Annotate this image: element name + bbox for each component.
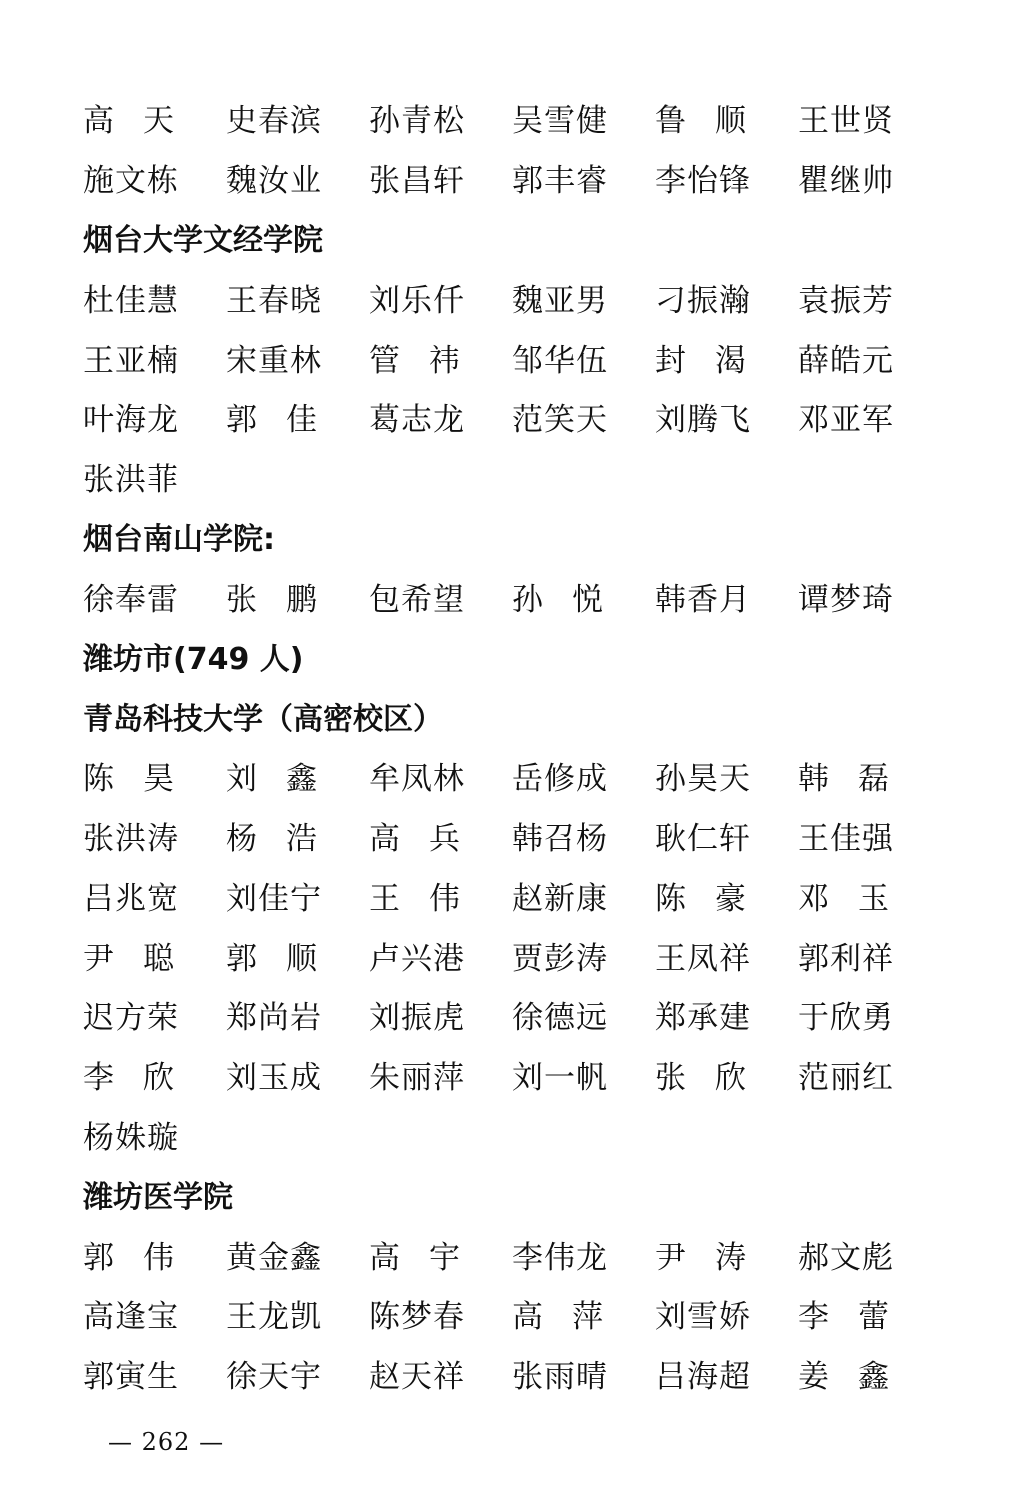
name-entry: 孙 悦: [512, 581, 604, 618]
section-heading: 烟台南山学院:: [83, 522, 275, 558]
name-entry: 郭利祥: [798, 940, 894, 977]
name-entry: 杨 浩: [226, 820, 318, 857]
name-entry: 陈 豪: [655, 880, 747, 917]
name-entry: 卢兴港: [369, 940, 465, 977]
name-entry: 郭丰睿: [512, 163, 608, 200]
name-entry: 王凤祥: [655, 940, 751, 977]
section-heading-row: [83, 626, 963, 686]
name-entry: 李 蕾: [798, 1299, 890, 1336]
name-entry: 韩召杨: [512, 820, 608, 857]
name-entry: 张 欣: [655, 1060, 747, 1097]
name-entry: 李怡锋: [655, 163, 751, 200]
name-entry: 袁振芳: [798, 282, 894, 319]
name-entry: 刘腾飞: [655, 402, 751, 439]
name-entry: 郭 佳: [226, 402, 318, 439]
name-row: [83, 1224, 963, 1284]
name-entry: 张雨晴: [512, 1359, 608, 1396]
name-entry: 姜 鑫: [798, 1359, 890, 1396]
name-entry: 刘乐仟: [369, 282, 465, 319]
name-entry: 徐奉雷: [83, 581, 179, 618]
name-entry: 杜佳慧: [83, 282, 179, 319]
name-entry: 高 宇: [369, 1239, 461, 1276]
name-row: [83, 447, 963, 507]
name-row: [83, 1105, 963, 1165]
name-entry: 王春晓: [226, 282, 322, 319]
name-entry: 瞿继帅: [798, 163, 894, 200]
name-entry: 刘一帆: [512, 1060, 608, 1097]
name-entry: 高 萍: [512, 1299, 604, 1336]
name-entry: 高 天: [83, 103, 175, 140]
name-entry: 王亚楠: [83, 342, 179, 379]
name-entry: 王世贤: [798, 103, 894, 140]
section-heading: 潍坊医学院: [83, 1180, 233, 1216]
name-row: [83, 148, 963, 208]
name-entry: 王佳强: [798, 820, 894, 857]
document-body: [83, 88, 963, 1404]
name-entry: 陈 昊: [83, 761, 175, 798]
name-entry: 范丽红: [798, 1060, 894, 1097]
name-entry: 郑尚岩: [226, 1000, 322, 1037]
name-entry: 张洪涛: [83, 820, 179, 857]
name-entry: 陈梦春: [369, 1299, 465, 1336]
name-entry: 张昌轩: [369, 163, 465, 200]
name-row: [83, 387, 963, 447]
name-entry: 徐德远: [512, 1000, 608, 1037]
name-entry: 岳修成: [512, 761, 608, 798]
name-entry: 郭 伟: [83, 1239, 175, 1276]
name-entry: 韩香月: [655, 581, 751, 618]
name-row: [83, 88, 963, 148]
name-entry: 迟方荣: [83, 1000, 179, 1037]
section-heading: 潍坊市(749 人): [83, 642, 304, 678]
name-entry: 刘雪娇: [655, 1299, 751, 1336]
name-entry: 耿仁轩: [655, 820, 751, 857]
name-row: [83, 267, 963, 327]
name-entry: 李伟龙: [512, 1239, 608, 1276]
name-entry: 魏汝业: [226, 163, 322, 200]
section-heading-row: [83, 507, 963, 567]
name-row: [83, 746, 963, 806]
name-entry: 包希望: [369, 581, 465, 618]
section-heading-row: [83, 686, 963, 746]
name-entry: 吕兆宽: [83, 880, 179, 917]
name-entry: 谭梦琦: [798, 581, 894, 618]
name-entry: 尹 聪: [83, 940, 175, 977]
name-entry: 刘佳宁: [226, 880, 322, 917]
name-entry: 邓亚军: [798, 402, 894, 439]
section-heading-row: [83, 208, 963, 268]
name-entry: 孙青松: [369, 103, 465, 140]
name-entry: 史春滨: [226, 103, 322, 140]
name-entry: 王龙凯: [226, 1299, 322, 1336]
name-entry: 牟凤林: [369, 761, 465, 798]
name-row: [83, 327, 963, 387]
name-row: [83, 925, 963, 985]
name-entry: 贾彭涛: [512, 940, 608, 977]
name-entry: 封 渴: [655, 342, 747, 379]
name-entry: 葛志龙: [369, 402, 465, 439]
name-entry: 尹 涛: [655, 1239, 747, 1276]
name-entry: 刘振虎: [369, 1000, 465, 1037]
name-entry: 邹华伍: [512, 342, 608, 379]
name-entry: 赵新康: [512, 880, 608, 917]
name-row: [83, 566, 963, 626]
name-row: [83, 1284, 963, 1344]
name-entry: 郑承建: [655, 1000, 751, 1037]
name-entry: 朱丽萍: [369, 1060, 465, 1097]
name-entry: 管 祎: [369, 342, 461, 379]
name-entry: 郝文彪: [798, 1239, 894, 1276]
name-entry: 范笑天: [512, 402, 608, 439]
name-entry: 魏亚男: [512, 282, 608, 319]
section-heading: 烟台大学文经学院: [83, 223, 323, 259]
name-entry: 黄金鑫: [226, 1239, 322, 1276]
name-row: [83, 1045, 963, 1105]
name-entry: 徐天宇: [226, 1359, 322, 1396]
name-entry: 刁振瀚: [655, 282, 751, 319]
name-entry: 鲁 顺: [655, 103, 747, 140]
name-entry: 王 伟: [369, 880, 461, 917]
name-entry: 施文栋: [83, 163, 179, 200]
name-entry: 韩 磊: [798, 761, 890, 798]
name-row: [83, 1344, 963, 1404]
name-entry: 郭寅生: [83, 1359, 179, 1396]
section-heading: 青岛科技大学（高密校区）: [83, 701, 443, 737]
page-number: — 262 —: [108, 1428, 225, 1456]
name-entry: 孙昊天: [655, 761, 751, 798]
name-entry: 郭 顺: [226, 940, 318, 977]
name-entry: 叶海龙: [83, 402, 179, 439]
name-row: [83, 865, 963, 925]
name-entry: 李 欣: [83, 1060, 175, 1097]
name-entry: 高 兵: [369, 820, 461, 857]
name-entry: 杨姝璇: [83, 1119, 179, 1156]
name-entry: 于欣勇: [798, 1000, 894, 1037]
name-entry: 赵天祥: [369, 1359, 465, 1396]
section-heading-row: [83, 1164, 963, 1224]
name-entry: 宋重林: [226, 342, 322, 379]
name-entry: 高逢宝: [83, 1299, 179, 1336]
name-entry: 吕海超: [655, 1359, 751, 1396]
name-entry: 吴雪健: [512, 103, 608, 140]
name-entry: 邓 玉: [798, 880, 890, 917]
name-entry: 薛皓元: [798, 342, 894, 379]
name-row: [83, 806, 963, 866]
name-entry: 张 鹏: [226, 581, 318, 618]
name-entry: 张洪菲: [83, 462, 179, 499]
name-entry: 刘玉成: [226, 1060, 322, 1097]
name-row: [83, 985, 963, 1045]
name-entry: 刘 鑫: [226, 761, 318, 798]
